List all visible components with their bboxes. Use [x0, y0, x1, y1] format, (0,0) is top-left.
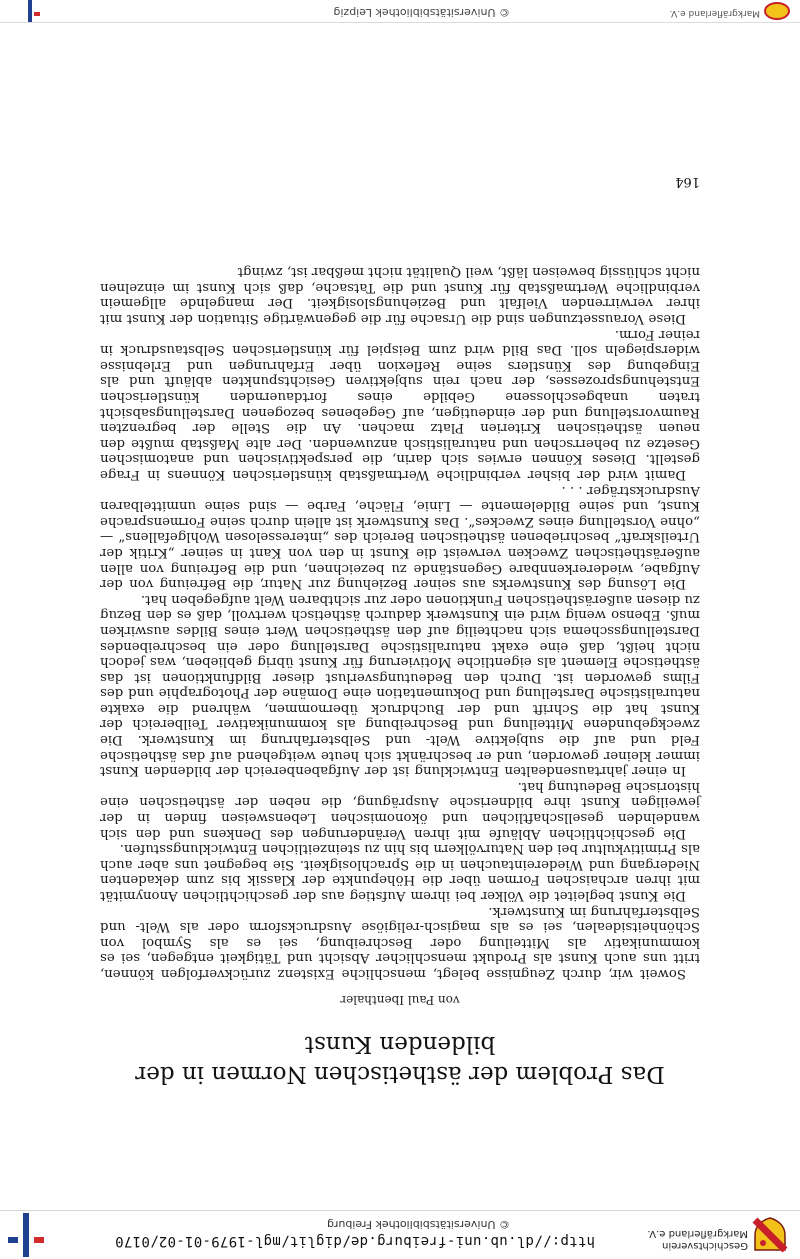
- source-footer: [0, 0, 800, 23]
- society-name: [647, 1227, 748, 1251]
- coat-of-arms-icon: [764, 2, 790, 20]
- paragraph: Soweit wir, durch Zeugnisse belegt, menschliche Existenz zurückverfolgen können, tritt uns auch Kunst als Produkt menschlicher Absicht und Tätigkeit entgegen, sei es kommunikativ als Mitteilung oder Beschreibung, sei es als Symbol von Schönheitsidealen, sei es als magisch-religiöse Ausdrucksform oder als Welt- und Selbsterfahrung im Kunstwerk.: [100, 903, 700, 981]
- footer-society-name: Markgräflerland e.V.: [669, 8, 760, 18]
- article-author: von Paul Ibenthaler: [340, 993, 460, 1007]
- paragraph: In einer jahrtausendealten Entwicklung ist der Aufgabenbereich der bildenden Kunst immer kleiner geworden, und er beschränkt sich heute weitgehend auf das ästhetische Feld und auf die subjektive Welt- und Selbsterfahrung im Kunstwerk. Die zweckgebundene Mitteilung und Beschreibung als kommunikativer Teilbereich der Kunst hat die Schrift und der Buchdruck übernommen, während die exakte naturalistische Darstellung und Dokumentation eine Domäne der Photographie und des Films geworden ist. Durch den Bedeutungsverlust dieser Bildfunktionen ist das ästhetische Element als eigentliche Motivierung für Kunst übrig geblieben, was jedoch nicht heißt, daß eine exakt naturalistische Darstellung oder ein beschreibendes Darstellungsschema sich nachteilig auf den ästhetischen Wert eines Bildes auswirken muß. Ebenso wenig wird ein Kunstwerk dadurch ästhetisch wertvoll, daß es den Bezug zu diesen außerästhetischen Funktionen oder zur sichtbaren Welt aufgegeben hat.: [100, 591, 700, 779]
- paragraph: Diese Voraussetzungen sind die Ursache für die gegenwärtige Situation der Kunst mit ihrer verwirrenden Vielfalt und Beziehungslosigkeit. Der mangelnde allgemein verbindliche Wertmaßstab für Kunst und die Tatsache, daß sich Kunst im einzelnen nicht schlüssig beweisen läßt, weil Qualität nicht meßbar ist, zwingt: [100, 264, 700, 327]
- paragraph: Die Lösung des Kunstwerks aus seiner Beziehung zur Natur, die Befreiung von der Aufgabe, wiedererkennbare Gegenstände zu bezeichnen, und die Befreiung von allen außerästhetischen Zwecken verweist die Kunst in den von Kant in seiner „Kritik der Urteilskraft“ beschriebenen ästhetischen Bereich des „interesselosen Wohlgefallens“ — „ohne Vorstellung eines Zweckes“. Das Kunstwerk ist allein durch seine Formensprache Kunst, und seine Bildelemente — Linie, Fläche, Farbe — sind seine unmittelbaren Ausdrucksträger . . .: [100, 482, 700, 592]
- source-url[interactable]: http://dl.ub.uni-freiburg.de/diglit/mgl-1979-01-02/0170: [114, 1233, 595, 1249]
- library-logo-icon: [6, 1213, 46, 1257]
- article-title-line2: bildenden Kunst: [304, 1031, 496, 1057]
- page-number: 164: [675, 174, 700, 189]
- article-title-line1: Das Problem der ästhetischen Normen in der: [135, 1061, 665, 1087]
- paragraph: Die geschichtlichen Abläufe mit ihren Veränderungen des Denkens und den sich wandelnden gesellschaftlichen und ökonomischen Lebensweisen finden in der jeweiligen Kunst ihre bildnerische Ausprägung, die neben der ästhetischen eine historische Bedeutung hat.: [100, 778, 700, 841]
- article-page: [100, 264, 700, 1089]
- source-header: [0, 1210, 800, 1259]
- library-logo-icon: [20, 0, 40, 22]
- coat-of-arms-icon: [752, 1217, 788, 1253]
- society-name-line2: Markgräflerland e.V.: [647, 1228, 748, 1239]
- article-title: [100, 1029, 700, 1089]
- paragraph: Damit wird der bisher verbindliche Wertmaßstab künstlerischen Könnens in Frage gestellt. Dieses Können erwies sich darin, die perspektivischen und anatomischen Gesetze zu beherrschen und naturalistisch anzuwenden. Der alte Maßstab mußte den neuen ästhetischen Kriterien Platz machen. An die Stelle der begrenzten Raumvorstellung und der eindeutigen, auf Gegebenes bezogenen Darstellungsabsicht traten unabgeschlossene Gebilde eines fortdauernden künstlerischen Entstehungsprozesses, der nach rein subjektiven Gesichtspunkten abläuft und als Eingebung des Künstlers seine Reflexion über Erfahrungen und Erlebnisse widerspiegeln soll. Das Bild wird zum Beispiel für künstlerischen Selbstausdruck in reiner Form.: [100, 326, 700, 482]
- society-name-line1: Geschichtsverein: [662, 1240, 748, 1251]
- article-body: [100, 264, 700, 981]
- copyright-notice: © Universitätsbibliothek Freiburg: [327, 1218, 510, 1231]
- footer-copyright: © Universitätsbibliothek Leipzig: [333, 6, 510, 19]
- paragraph: Die Kunst begleitet die Völker bei ihrem Aufstieg aus der geschichtlichen Anonymität mit ihren archaischen Formen über die Höhepunkte der Klassik bis zum dekadenten Niedergang und Wiedereintauchen in die Sprachlosigkeit. Sie begegnet uns aber auch als Primitivkultur bei den Naturvölkern bis hin zu steinzeitlichen Entwicklungsstufen.: [100, 841, 700, 904]
